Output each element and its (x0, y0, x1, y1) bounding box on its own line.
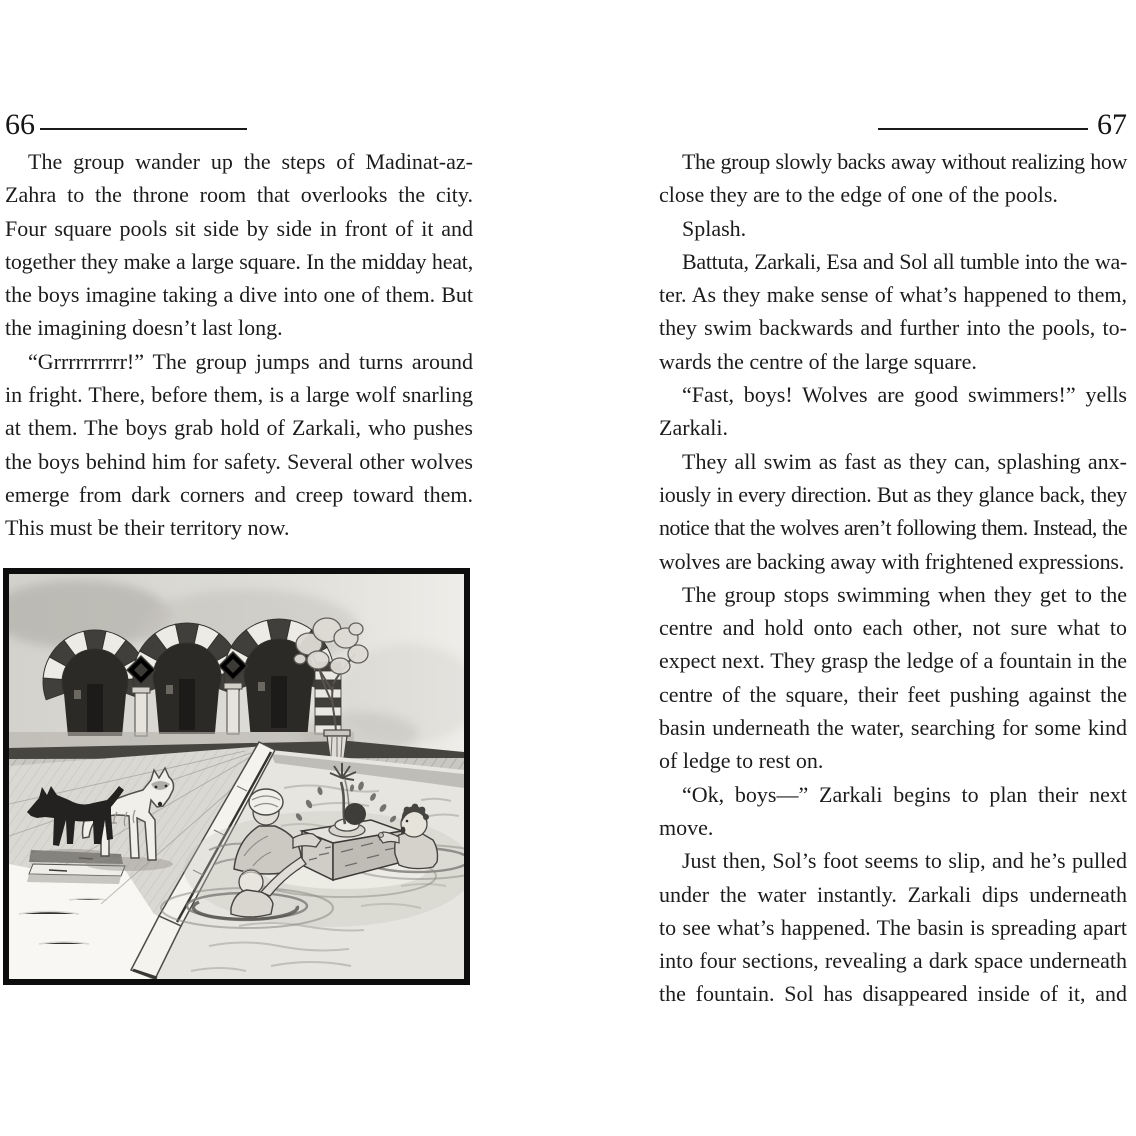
paragraph (659, 145, 1127, 212)
text-line: Zahra to the throne room that overlooks the city. (5, 182, 473, 208)
text-line: to see what’s happened. The basin is spreading apart (659, 914, 1127, 940)
paragraph (659, 578, 1127, 778)
text-line: basin underneath the water, searching for some kind (659, 715, 1127, 741)
text-line: “Grrrrrrrrrr!” The group jumps and turns around (28, 348, 473, 374)
text-line: “Ok, boys—” Zarkali begins to plan their next (682, 781, 1127, 807)
text-line: centre and hold onto each other, not sure what to (659, 615, 1127, 641)
text-line: The group stops swimming when they get to the (682, 581, 1127, 607)
paragraph (659, 844, 1127, 1010)
text-line: of ledge to rest on. (659, 748, 824, 774)
right-page-text (659, 145, 1127, 1011)
text-line: Battuta, Zarkali, Esa and Sol all tumble into the wa- (682, 248, 1127, 274)
text-line: Zarkali. (659, 415, 729, 441)
text-line: emerge from dark corners and creep toward them. (5, 481, 473, 507)
text-line: close they are to the edge of one of the pools. (659, 182, 1058, 208)
arch-window (74, 690, 81, 699)
text-line: Splash. (682, 215, 747, 241)
arch-window (258, 682, 265, 691)
right-header-rule (878, 128, 1088, 130)
text-line: expect next. They grasp the ledge of a fountain in the (659, 648, 1127, 674)
pool-wolves-illustration (9, 574, 464, 979)
text-line: in fright. There, before them, is a large wolf snarling (5, 382, 473, 408)
text-line: ter. As they make sense of what’s happened to them, (659, 282, 1127, 308)
arch-door-shadow (179, 679, 195, 730)
text-line: together they make a large square. In the midday heat, (5, 248, 473, 274)
paragraph (5, 345, 473, 545)
paragraph (5, 145, 473, 345)
text-line: They all swim as fast as they can, splashing anx- (682, 448, 1127, 474)
text-line: The group wander up the steps of Madinat-az- (28, 149, 473, 174)
text-line: iously in every direction. But as they glance back, they (659, 481, 1127, 507)
text-line: the boys behind him for safety. Several other wolves (5, 448, 473, 474)
left-header-rule (40, 128, 247, 130)
paragraph (659, 212, 1127, 245)
text-line: wards the centre of the large square. (659, 348, 977, 374)
left-page-text (5, 145, 473, 545)
arch-door-shadow (87, 684, 103, 732)
text-line: The group slowly backs away without realizing how (682, 149, 1127, 174)
text-line: the fountain. Sol has disappeared inside of it, and (659, 981, 1127, 1007)
text-line: wolves are backing away with frightened expressions. (659, 548, 1125, 574)
text-line: the imagining doesn’t last long. (5, 315, 283, 341)
right-page-header (659, 108, 1127, 144)
text-line: into four sections, revealing a dark space underneath (659, 948, 1127, 974)
text-line: notice that the wolves aren’t following them. Instead, the (659, 515, 1127, 541)
text-line: at them. The boys grab hold of Zarkali, who pushes (5, 415, 473, 441)
left-page-number: 66 (5, 108, 35, 141)
arch-door-shadow (271, 676, 287, 728)
text-line: This must be their territory now. (5, 515, 290, 541)
arch-window (166, 685, 173, 694)
text-line: the boys imagine taking a dive into one of them. But (5, 282, 473, 308)
left-page-header (5, 108, 473, 144)
paragraph (659, 445, 1127, 578)
text-line: move. (659, 814, 714, 840)
swimmer-dark-head (344, 803, 366, 825)
text-line: Just then, Sol’s foot seems to slip, and he’s pulled (682, 848, 1127, 874)
text-line: under the water instantly. Zarkali dips underneath (659, 881, 1127, 907)
paragraph (659, 245, 1127, 378)
illustration-frame (3, 568, 470, 985)
text-line: centre of the square, their feet pushing against the (659, 681, 1127, 707)
paragraph (659, 778, 1127, 845)
text-line: “Fast, boys! Wolves are good swimmers!” yells (682, 382, 1127, 408)
text-line: Four square pools sit side by side in front of it and (5, 215, 473, 241)
paragraph (659, 378, 1127, 445)
text-line: they swim backwards and further into the pools, to- (659, 315, 1127, 341)
right-page-number: 67 (1097, 108, 1127, 141)
